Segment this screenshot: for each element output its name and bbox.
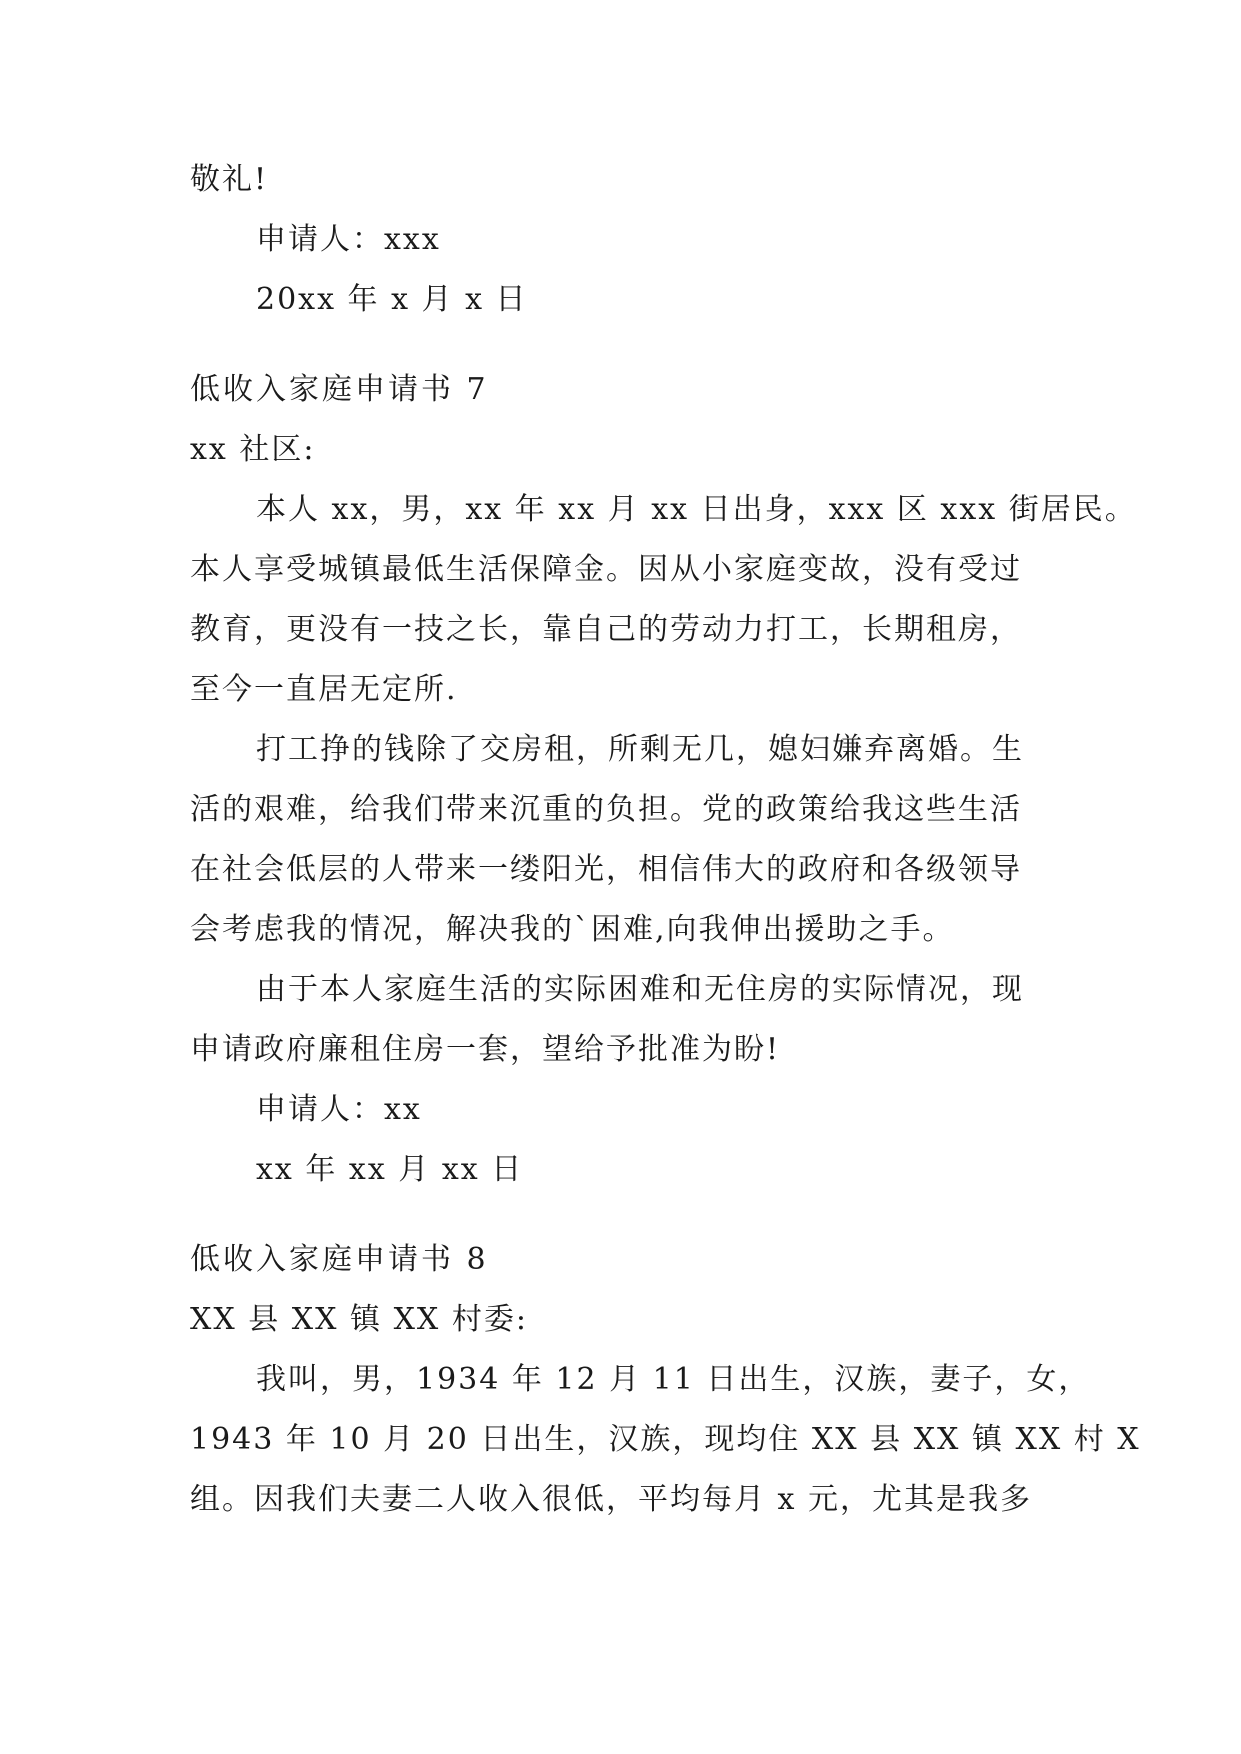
section8-body-line: 1943 年 10 月 20 日出生，汉族，现均住 XX 县 XX 镇 XX 村 X <box>190 1422 1141 1457</box>
section7-body-line: 本人享受城镇最低生活保障金。因从小家庭变故，没有受过 <box>190 552 1022 587</box>
document-page <box>190 150 1141 1530</box>
section7-body-line: 打工挣的钱除了交房租，所剩无几，媳妇嫌弃离婚。生 <box>256 732 1024 767</box>
section7-recipient: xx 社区: <box>190 432 316 467</box>
section7-body-line: 活的艰难，给我们带来沉重的负担。党的政策给我这些生活 <box>190 792 1022 827</box>
date-line: 20xx 年 x 月 x 日 <box>256 282 528 317</box>
section-gap <box>190 330 1070 360</box>
section7-signer: 申请人：xx <box>256 1092 422 1127</box>
section7-body-line: 本人 xx，男，xx 年 xx 月 xx 日出身，xxx 区 xxx 街居民。 <box>256 492 1137 527</box>
section-gap <box>190 1200 1070 1230</box>
section7-body-line: 在社会低层的人带来一缕阳光，相信伟大的政府和各级领导 <box>190 852 1022 887</box>
section8-title: 低收入家庭申请书 8 <box>190 1242 489 1277</box>
section7-body-line: 会考虑我的情况，解决我的`困难,向我伸出援助之手。 <box>190 912 955 947</box>
section8-body-line: 我叫，男，1934 年 12 月 11 日出生，汉族，妻子，女， <box>256 1362 1091 1397</box>
section7-body-line: 申请政府廉租住房一套，望给予批准为盼! <box>190 1032 781 1067</box>
section7-date: xx 年 xx 月 xx 日 <box>256 1152 524 1187</box>
section8-body-line: 组。因我们夫妻二人收入很低，平均每月 x 元，尤其是我多 <box>190 1482 1032 1517</box>
closing-salutation: 敬礼! <box>190 162 269 197</box>
section8-recipient: XX 县 XX 镇 XX 村委: <box>190 1302 528 1337</box>
section7-body-line: 至今一直居无定所. <box>190 672 458 707</box>
signer-line: 申请人：xxx <box>256 222 441 257</box>
section7-title: 低收入家庭申请书 7 <box>190 372 489 407</box>
section7-body-line: 由于本人家庭生活的实际困难和无住房的实际情况，现 <box>256 972 1024 1007</box>
section7-body-line: 教育，更没有一技之长，靠自己的劳动力打工，长期租房， <box>190 612 1022 647</box>
